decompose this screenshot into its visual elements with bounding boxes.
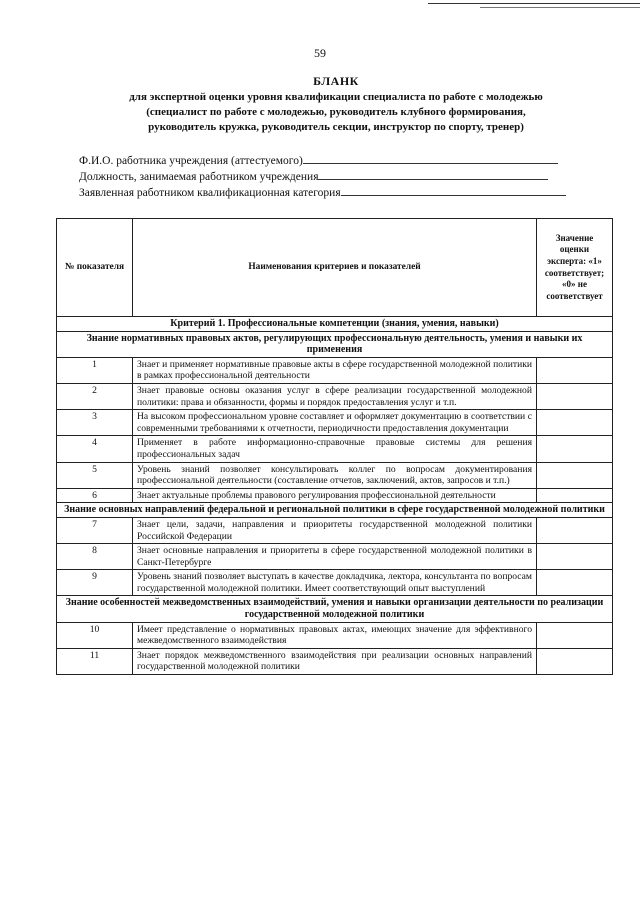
section-row — [57, 596, 613, 622]
employee-fields — [79, 153, 566, 201]
subtitle-line: руководитель кружка, руководитель секции, инструктор по спорту, тренер) — [148, 121, 524, 133]
section-heading: Знание нормативных правовых актов, регулирующих профессиональную деятельность, умения и навыки их применения — [57, 331, 613, 357]
field-category[interactable] — [79, 185, 566, 201]
row-number: 6 — [57, 488, 133, 503]
row-criterion: Применяет в работе информационно-справочные правовые системы для решения профессиональных задач — [133, 436, 537, 462]
table-row — [57, 622, 613, 648]
section-heading: Знание особенностей межведомственных взаимодействий, умения и навыки организации деятельности по реализации государственной молодежной политики — [57, 596, 613, 622]
section-row — [57, 503, 613, 518]
row-criterion: Знает порядок межведомственного взаимодействия при реализации основных направлений государственной молодежной политики — [133, 648, 537, 674]
criterion-title: Критерий 1. Профессиональные компетенции (знания, умения, навыки) — [57, 317, 613, 332]
row-score-cell[interactable] — [537, 436, 613, 462]
field-fio[interactable] — [79, 153, 566, 169]
header-number: № показателя — [57, 219, 133, 317]
table-row — [57, 383, 613, 409]
row-criterion: Знает и применяет нормативные правовые акты в сфере государственной молодежной политики в рамках профессиональной деятельности — [133, 357, 537, 383]
criteria-table — [56, 218, 613, 675]
row-score-cell[interactable] — [537, 648, 613, 674]
field-position-line[interactable] — [318, 169, 548, 180]
row-number: 2 — [57, 383, 133, 409]
table-row — [57, 570, 613, 596]
row-number: 10 — [57, 622, 133, 648]
field-position[interactable] — [79, 169, 566, 185]
table-row — [57, 357, 613, 383]
table-row — [57, 517, 613, 543]
header-criteria: Наименования критериев и показателей — [133, 219, 537, 317]
row-score-cell[interactable] — [537, 488, 613, 503]
field-position-label: Должность, занимаемая работником учреждения — [79, 171, 319, 183]
field-category-label: Заявленная работником квалификационная категория — [79, 187, 341, 199]
row-criterion: Знает цели, задачи, направления и приоритеты государственной молодежной политики Российской Федерации — [133, 517, 537, 543]
row-score-cell[interactable] — [537, 570, 613, 596]
row-criterion: Знает актуальные проблемы правового регулирования профессиональной деятельности — [133, 488, 537, 503]
form-subtitle — [60, 90, 612, 135]
row-number: 7 — [57, 517, 133, 543]
table-row — [57, 488, 613, 503]
section-row — [57, 331, 613, 357]
field-fio-line[interactable] — [303, 153, 558, 164]
row-criterion: Уровень знаний позволяет выступать в качестве докладчика, лектора, консультанта по вопросам государственной молодежной политики. Имеет соответствующий опыт выступлений — [133, 570, 537, 596]
page-number: 59 — [314, 46, 326, 60]
table-row — [57, 436, 613, 462]
row-criterion: На высоком профессиональном уровне составляет и оформляет документацию в соответствии с современными требованиями к отчетности, периодичности предоставления документации — [133, 410, 537, 436]
criterion-row — [57, 317, 613, 332]
header-value: Значение оценки эксперта: «1» соответствует; «0» не соответствует — [537, 219, 613, 317]
row-criterion: Знает основные направления и приоритеты в сфере государственной молодежной политики в Санкт-Петербурге — [133, 544, 537, 570]
subtitle-line: для экспертной оценки уровня квалификации специалиста по работе с молодежью — [129, 91, 543, 103]
section-heading: Знание основных направлений федеральной и региональной политики в сфере государственной молодежной политики — [57, 503, 613, 518]
row-number: 1 — [57, 357, 133, 383]
field-fio-label: Ф.И.О. работника учреждения (аттестуемого) — [79, 155, 303, 167]
row-number: 5 — [57, 462, 133, 488]
table-header-row — [57, 219, 613, 317]
table-row — [57, 410, 613, 436]
row-number: 4 — [57, 436, 133, 462]
row-score-cell[interactable] — [537, 544, 613, 570]
subtitle-line: (специалист по работе с молодежью, руководитель клубного формирования, — [146, 106, 526, 118]
row-criterion: Знает правовые основы оказания услуг в сфере реализации государственной молодежной политики: права и обязанности, формы и порядок предоставления услуг и т.п. — [133, 383, 537, 409]
row-number: 8 — [57, 544, 133, 570]
row-score-cell[interactable] — [537, 462, 613, 488]
row-criterion: Уровень знаний позволяет консультировать коллег по вопросам документирования профессиональной деятельности (составление отчетов, заключений, актов, запросов и т.п.) — [133, 462, 537, 488]
table-row — [57, 648, 613, 674]
row-number: 11 — [57, 648, 133, 674]
row-score-cell[interactable] — [537, 517, 613, 543]
row-number: 3 — [57, 410, 133, 436]
table-row — [57, 544, 613, 570]
row-criterion: Имеет представление о нормативных правовых актах, имеющих значение для эффективного межведомственного взаимодействия — [133, 622, 537, 648]
row-score-cell[interactable] — [537, 357, 613, 383]
field-category-line[interactable] — [341, 185, 566, 196]
row-score-cell[interactable] — [537, 410, 613, 436]
row-number: 9 — [57, 570, 133, 596]
row-score-cell[interactable] — [537, 383, 613, 409]
form-title: БЛАНК — [313, 74, 359, 88]
top-rule-secondary — [480, 7, 640, 8]
table-row — [57, 462, 613, 488]
row-score-cell[interactable] — [537, 622, 613, 648]
top-rule — [428, 3, 640, 4]
